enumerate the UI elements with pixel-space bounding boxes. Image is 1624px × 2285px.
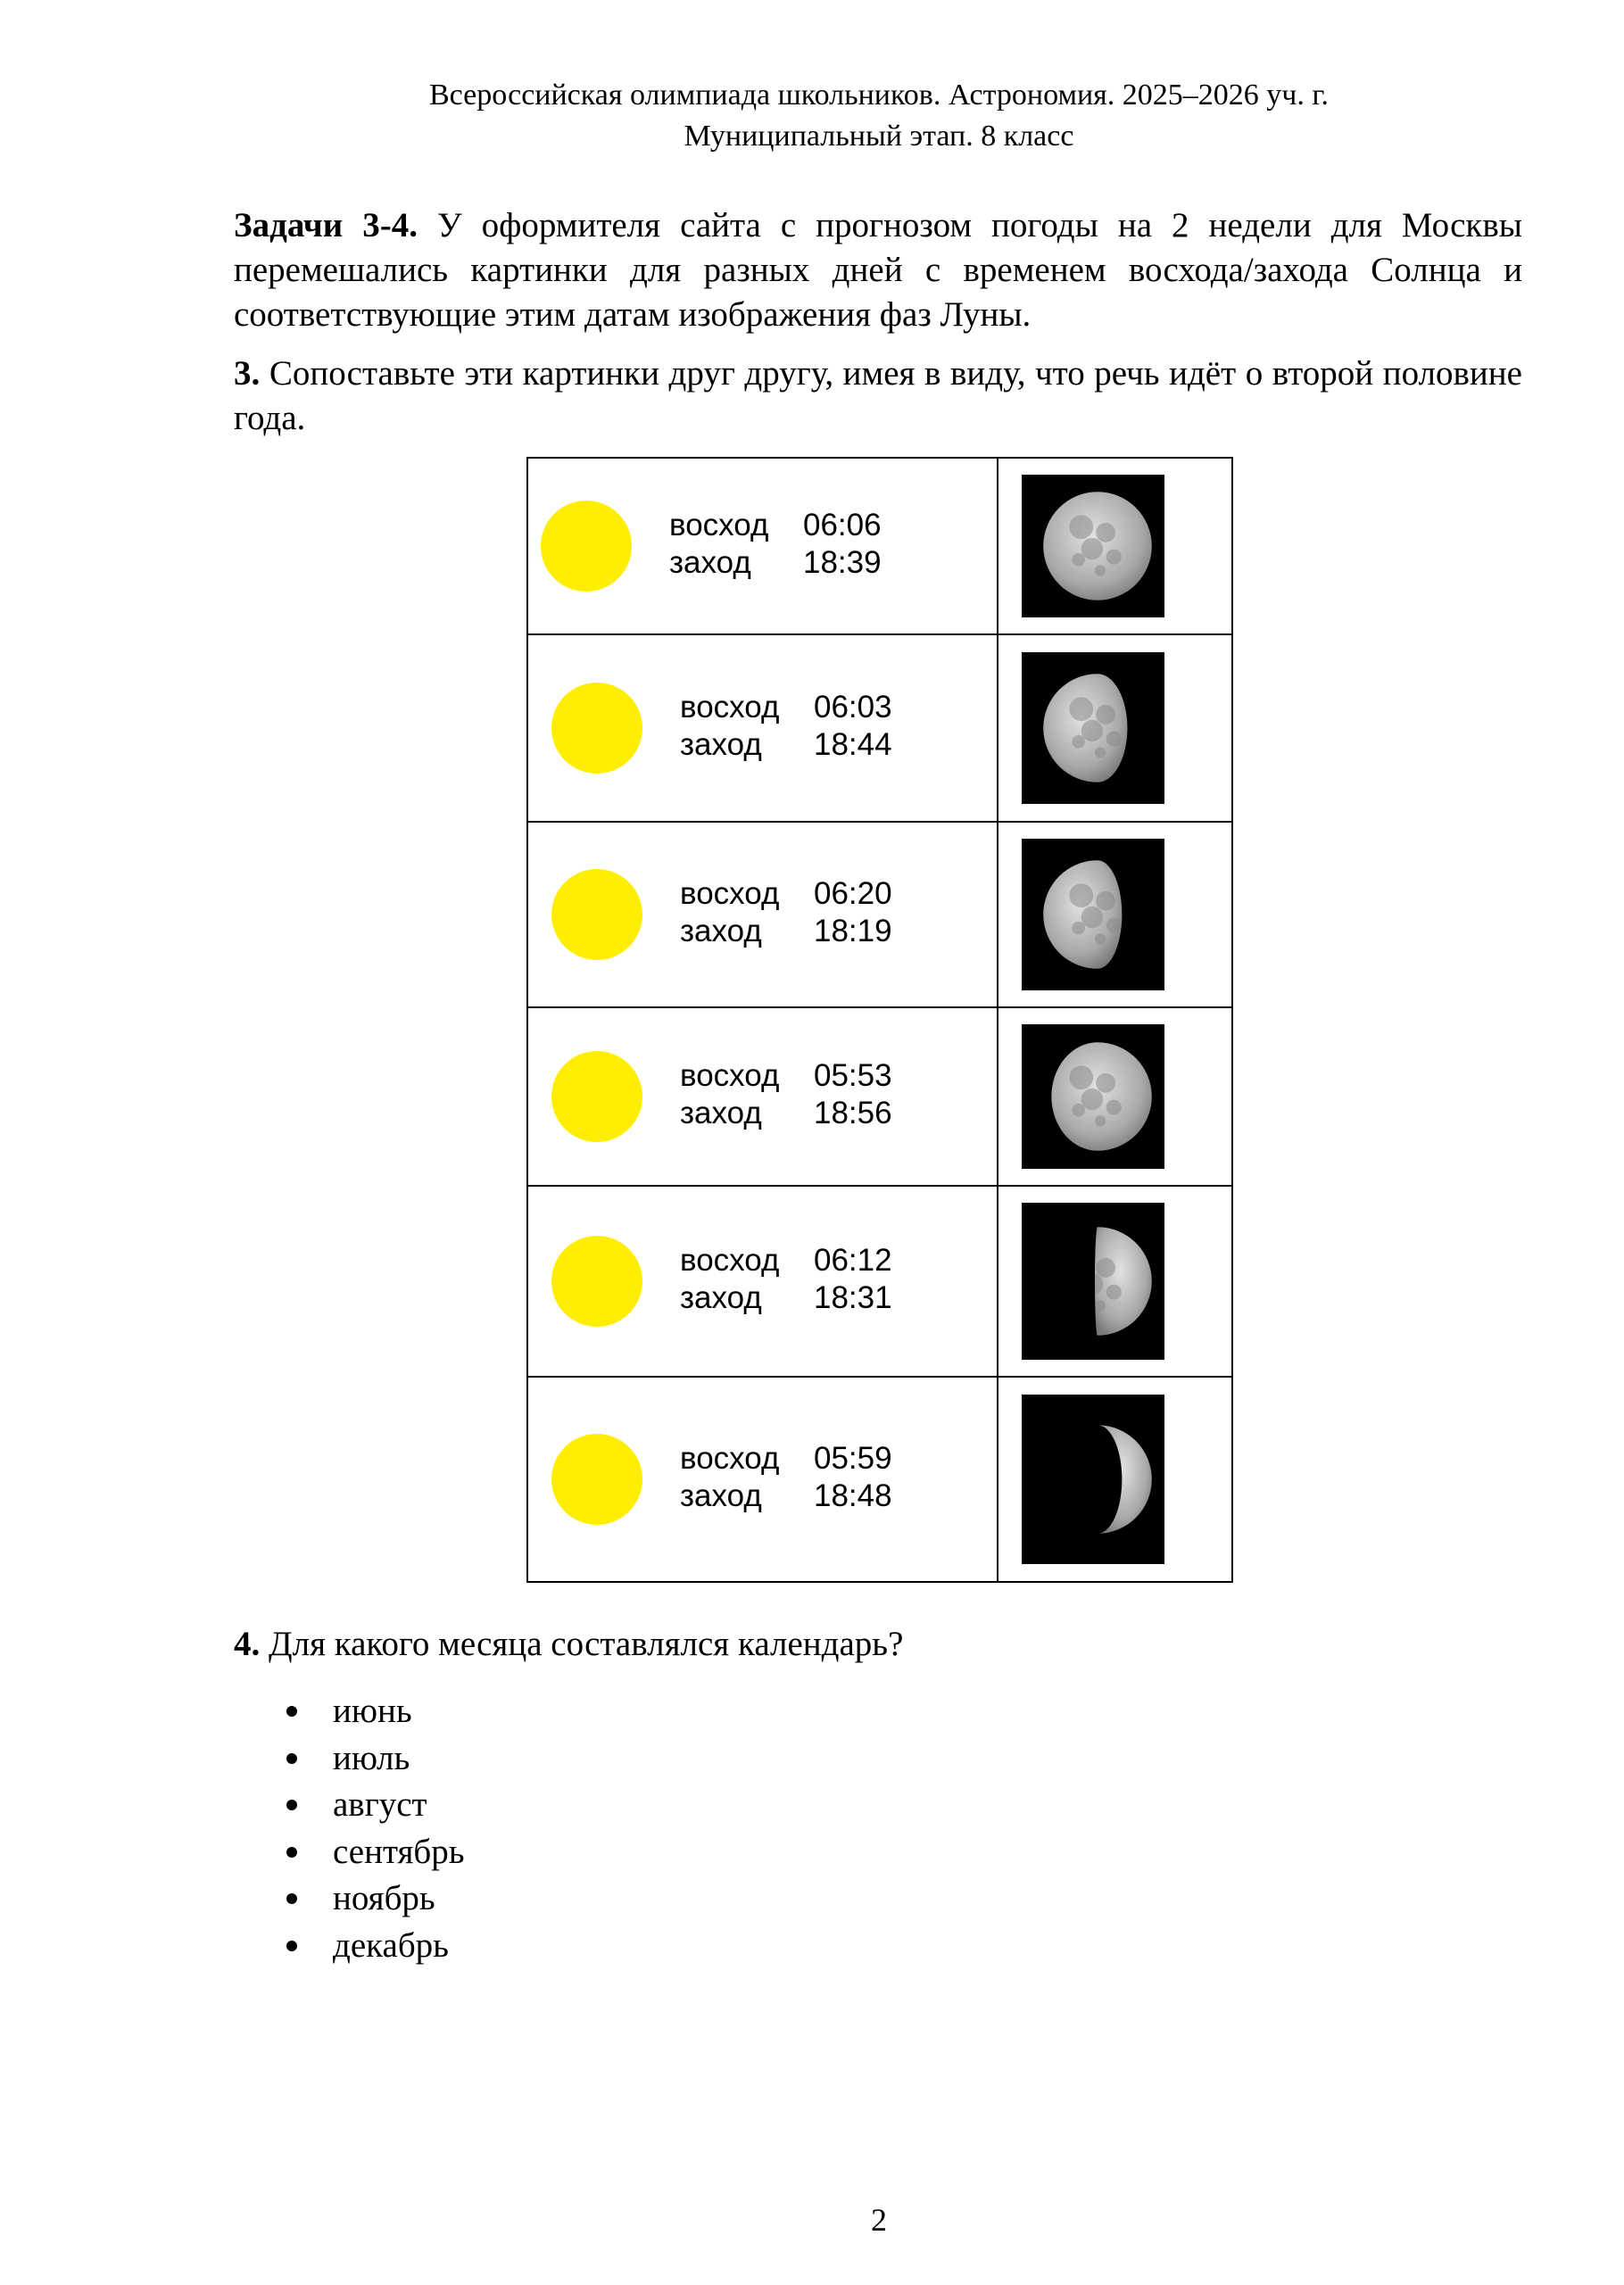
page-header [0,75,1624,157]
moon-mare-spot [1106,918,1121,933]
moon-photo [1022,1203,1164,1360]
option-label: декабрь [333,1925,449,1965]
sunrise-time: 05:53 [814,1058,892,1093]
moon-phase-cell [998,1007,1232,1186]
sunrise-time: 06:12 [814,1243,892,1278]
moon-mare-spot [1072,735,1085,749]
sunrise-label: восход [680,1058,780,1093]
intro-text: У оформителя сайта с прогнозом погоды на 2 недели для Москвы перемешались картинки для разных дней с временем восхода/захода Солнца и соответствующие этим датам изображения фаз Луны. [234,206,1522,334]
moon-mare-spot [1081,1471,1102,1493]
bullet-icon [286,1893,297,1904]
moon-mare-spot [1072,1288,1085,1302]
moon-photo [1022,652,1164,804]
sunset-time: 18:44 [814,727,892,762]
sun-icon [551,1434,642,1525]
moon-mare-spot [1069,1448,1093,1472]
moon-mare-spot [1106,732,1121,747]
sunrise-label: восход [669,508,769,542]
moon-mare-spot [1072,1486,1085,1500]
sun-time-cell [527,458,998,634]
moon-photo [1022,1024,1164,1169]
moon-mare-spot [1072,1104,1085,1117]
moon-phase-cell [998,458,1232,634]
table-row [527,1377,1232,1582]
question-3-text: Сопоставьте эти картинки друг другу, имея в виду, что речь идёт о второй половине года. [234,354,1522,437]
moon-mare-spot [1069,1250,1093,1274]
bullet-icon [286,1800,297,1810]
moon-mare-spot [1095,1115,1106,1126]
sunset-label: заход [680,727,762,762]
sunset-label: заход [669,545,751,580]
moon-mare-spot [1095,565,1106,575]
intro-paragraph [234,203,1522,337]
moon-phase-cell [998,1186,1232,1377]
option-label: июль [333,1738,410,1777]
moon-mare-spot [1095,933,1106,944]
option-item [284,1923,465,1970]
option-item [284,1829,465,1876]
moon-mare-spot [1096,1073,1115,1093]
moon-phase-icon [1022,839,1164,990]
question-4-text: Для какого месяца составлялся календарь? [260,1625,904,1663]
sun-times [680,1242,892,1317]
month-options [284,1688,465,1969]
moon-mare-spot [1069,697,1093,721]
moon-mare-spot [1072,553,1085,567]
bullet-icon [286,1941,297,1951]
sun-times [680,689,892,764]
moon-photo [1022,475,1164,617]
moon-phase-icon [1022,1395,1164,1564]
sun-times [680,1057,892,1132]
bullet-icon [286,1847,297,1858]
sunset-time: 18:56 [814,1096,892,1130]
question-3-number: 3. [234,354,261,393]
sun-icon [551,683,642,774]
question-3 [234,352,1522,441]
moon-mare-spot [1096,705,1115,724]
sunset-time: 18:48 [814,1478,892,1513]
moon-mare-spot [1069,515,1093,539]
option-label: сентябрь [333,1832,465,1871]
sunrise-time: 06:03 [814,690,892,724]
sun-time-cell [527,1007,998,1186]
sun-times [680,1440,892,1515]
sunset-time: 18:39 [803,545,882,580]
moon-mare-spot [1081,1273,1102,1295]
moon-mare-spot [1106,1285,1121,1300]
option-item [284,1782,465,1829]
sun-icon [551,869,642,960]
sunset-label: заход [680,914,762,948]
moon-mare-spot [1095,747,1106,758]
moon-mare-spot [1072,922,1085,935]
page-number: 2 [871,2202,887,2238]
moon-mare-spot [1096,1258,1115,1278]
header-line-2: Муниципальный этап. 8 класс [684,120,1074,153]
sunrise-label: восход [680,1441,780,1476]
question-4-number: 4. [234,1625,261,1663]
sunrise-time: 05:59 [814,1441,892,1476]
sun-time-cell [527,822,998,1007]
moon-phase-cell [998,634,1232,822]
moon-mare-spot [1081,538,1102,559]
moon-lit-area [1095,1227,1152,1336]
moon-mare-spot [1081,907,1102,928]
moon-mare-spot [1069,883,1093,907]
option-item [284,1735,465,1783]
header-line-1: Всероссийская олимпиада школьников. Астрономия. 2025–2026 уч. г. [428,79,1330,112]
moon-phase-cell [998,1377,1232,1582]
sunset-time: 18:31 [814,1280,892,1315]
option-item [284,1688,465,1735]
moon-mare-spot [1106,550,1121,565]
moon-mare-spot [1106,1100,1121,1115]
moon-photo [1022,1395,1164,1564]
option-label: ноябрь [333,1879,435,1917]
sunset-label: заход [680,1096,762,1130]
moon-lit-area [1098,1425,1152,1534]
sunrise-label: восход [680,876,780,911]
moon-mare-spot [1096,1456,1115,1476]
sunrise-time: 06:06 [803,508,882,542]
sun-times [669,507,882,582]
bullet-icon [286,1706,297,1717]
sun-icon [541,501,632,592]
sunset-time: 18:19 [814,914,892,948]
moon-phase-icon [1022,652,1164,804]
moon-mare-spot [1069,1065,1093,1089]
moon-mare-spot [1081,720,1102,741]
option-label: июнь [333,1692,412,1730]
sun-moon-table [526,457,1233,1583]
moon-phase-cell [998,822,1232,1007]
sun-time-cell [527,1377,998,1582]
moon-mare-spot [1095,1300,1106,1311]
sunrise-label: восход [680,690,780,724]
moon-mare-spot [1081,1089,1102,1110]
question-4 [234,1622,903,1667]
table-row [527,1186,1232,1377]
option-label: август [333,1785,427,1824]
moon-phase-icon [1022,1203,1164,1360]
sun-time-cell [527,1186,998,1377]
bullet-icon [286,1753,297,1764]
moon-mare-spot [1096,891,1115,911]
moon-photo [1022,839,1164,990]
moon-mare-spot [1106,1483,1121,1498]
sunrise-time: 06:20 [814,876,892,911]
sun-icon [551,1051,642,1142]
sunset-label: заход [680,1280,762,1315]
sunset-label: заход [680,1478,762,1513]
option-item [284,1875,465,1923]
table-row [527,822,1232,1007]
moon-phase-icon [1022,1024,1164,1169]
table-row [527,1007,1232,1186]
sun-icon [551,1236,642,1327]
moon-mare-spot [1096,523,1115,542]
moon-mare-spot [1095,1498,1106,1509]
intro-title: Задачи 3-4. [234,206,418,244]
table-row [527,458,1232,634]
moon-phase-icon [1022,475,1164,617]
sun-time-cell [527,634,998,822]
sun-times [680,875,892,950]
table-row [527,634,1232,822]
sunrise-label: восход [680,1243,780,1278]
